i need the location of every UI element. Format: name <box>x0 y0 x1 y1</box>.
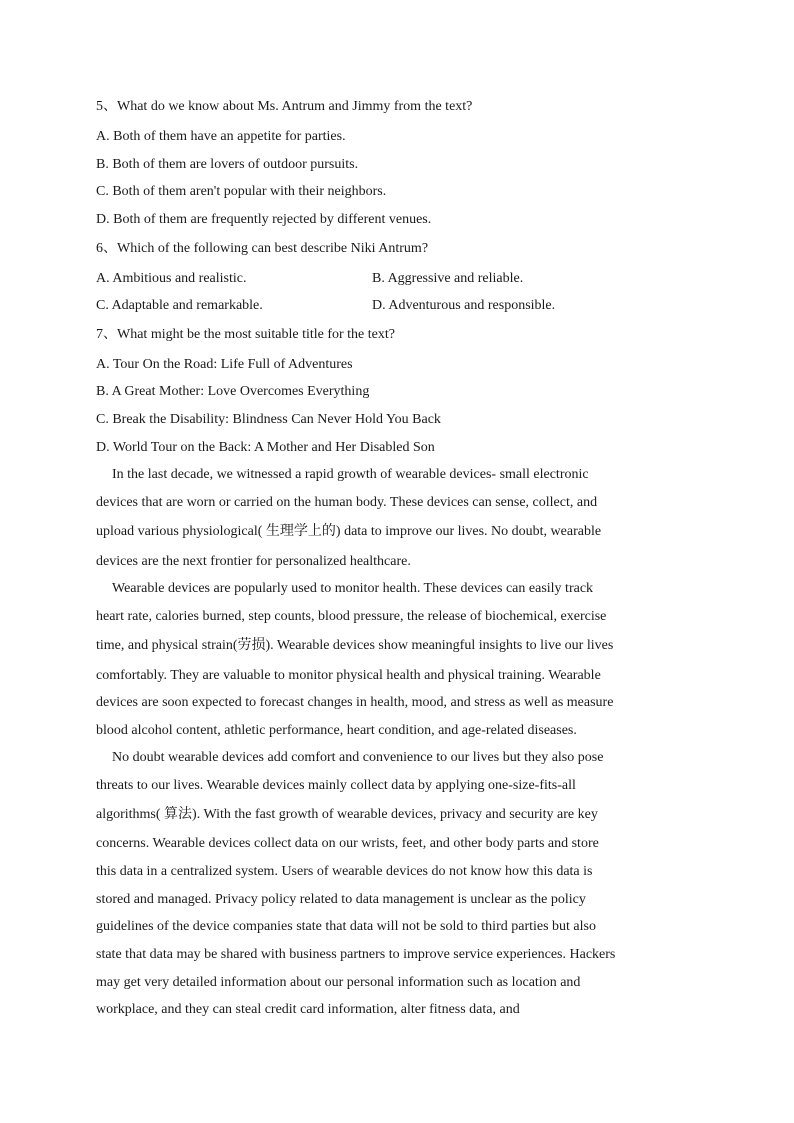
passage-paragraph-3-line: state that data may be shared with business partners to improve service experiences. Hackers <box>96 947 616 962</box>
question-7-option-b: B. A Great Mother: Love Overcomes Everything <box>96 384 370 399</box>
passage-paragraph-2-line: blood alcohol content, athletic performance, heart condition, and age-related diseases. <box>96 723 577 738</box>
question-6-option-a: A. Ambitious and realistic. <box>96 271 247 286</box>
question-7-option-d: D. World Tour on the Back: A Mother and Her Disabled Son <box>96 440 435 455</box>
question-5-option-c: C. Both of them aren't popular with their neighbors. <box>96 184 387 199</box>
question-6-option-c: C. Adaptable and remarkable. <box>96 298 263 313</box>
passage-paragraph-1-line: devices are the next frontier for personalized healthcare. <box>96 554 411 569</box>
passage-paragraph-3-line: threats to our lives. Wearable devices mainly collect data by applying one-size-fits-all <box>96 778 576 793</box>
question-7-option-c: C. Break the Disability: Blindness Can Never Hold You Back <box>96 412 441 427</box>
passage-paragraph-3-line: may get very detailed information about our personal information such as location and <box>96 975 581 990</box>
question-5-option-b: B. Both of them are lovers of outdoor pursuits. <box>96 157 359 172</box>
passage-paragraph-1-line: devices that are worn or carried on the human body. These devices can sense, collect, and <box>96 495 598 510</box>
question-7-option-a: A. Tour On the Road: Life Full of Adventures <box>96 357 353 372</box>
passage-paragraph-2-line: Wearable devices are popularly used to monitor health. These devices can easily track <box>112 581 594 596</box>
passage-paragraph-3-line: this data in a centralized system. Users of wearable devices do not know how this data is <box>96 864 593 879</box>
question-7-prompt: 7、What might be the most suitable title for the text? <box>96 327 395 342</box>
passage-paragraph-2-line: time, and physical strain(劳损). Wearable devices show meaningful insights to live our lives <box>96 638 614 653</box>
passage-paragraph-3-line: workplace, and they can steal credit card information, alter fitness data, and <box>96 1002 520 1017</box>
passage-paragraph-3-line: stored and managed. Privacy policy related to data management is unclear as the policy <box>96 892 586 907</box>
passage-paragraph-2-line: comfortably. They are valuable to monitor physical health and physical training. Wearable <box>96 668 601 683</box>
question-5-prompt: 5、What do we know about Ms. Antrum and Jimmy from the text? <box>96 99 473 114</box>
passage-paragraph-3-line: algorithms( 算法). With the fast growth of wearable devices, privacy and security are key <box>96 807 598 822</box>
question-5-option-d: D. Both of them are frequently rejected by different venues. <box>96 212 432 227</box>
passage-paragraph-3-line: concerns. Wearable devices collect data on our wrists, feet, and other body parts and store <box>96 836 599 851</box>
question-5-option-a: A. Both of them have an appetite for parties. <box>96 129 346 144</box>
question-6-option-d: D. Adventurous and responsible. <box>372 298 556 313</box>
passage-paragraph-3-line: guidelines of the device companies state that data will not be sold to third parties but also <box>96 919 596 934</box>
passage-paragraph-2-line: devices are soon expected to forecast changes in health, mood, and stress as well as measure <box>96 695 614 710</box>
question-6-option-b: B. Aggressive and reliable. <box>372 271 524 286</box>
passage-paragraph-2-line: heart rate, calories burned, step counts, blood pressure, the release of biochemical, exercise <box>96 609 607 624</box>
passage-paragraph-3-line: No doubt wearable devices add comfort and convenience to our lives but they also pose <box>112 750 604 765</box>
question-6-prompt: 6、Which of the following can best describe Niki Antrum? <box>96 241 429 256</box>
passage-paragraph-1-line: In the last decade, we witnessed a rapid growth of wearable devices- small electronic <box>112 467 589 482</box>
passage-paragraph-1-line: upload various physiological( 生理学上的) data to improve our lives. No doubt, wearable <box>96 524 602 539</box>
